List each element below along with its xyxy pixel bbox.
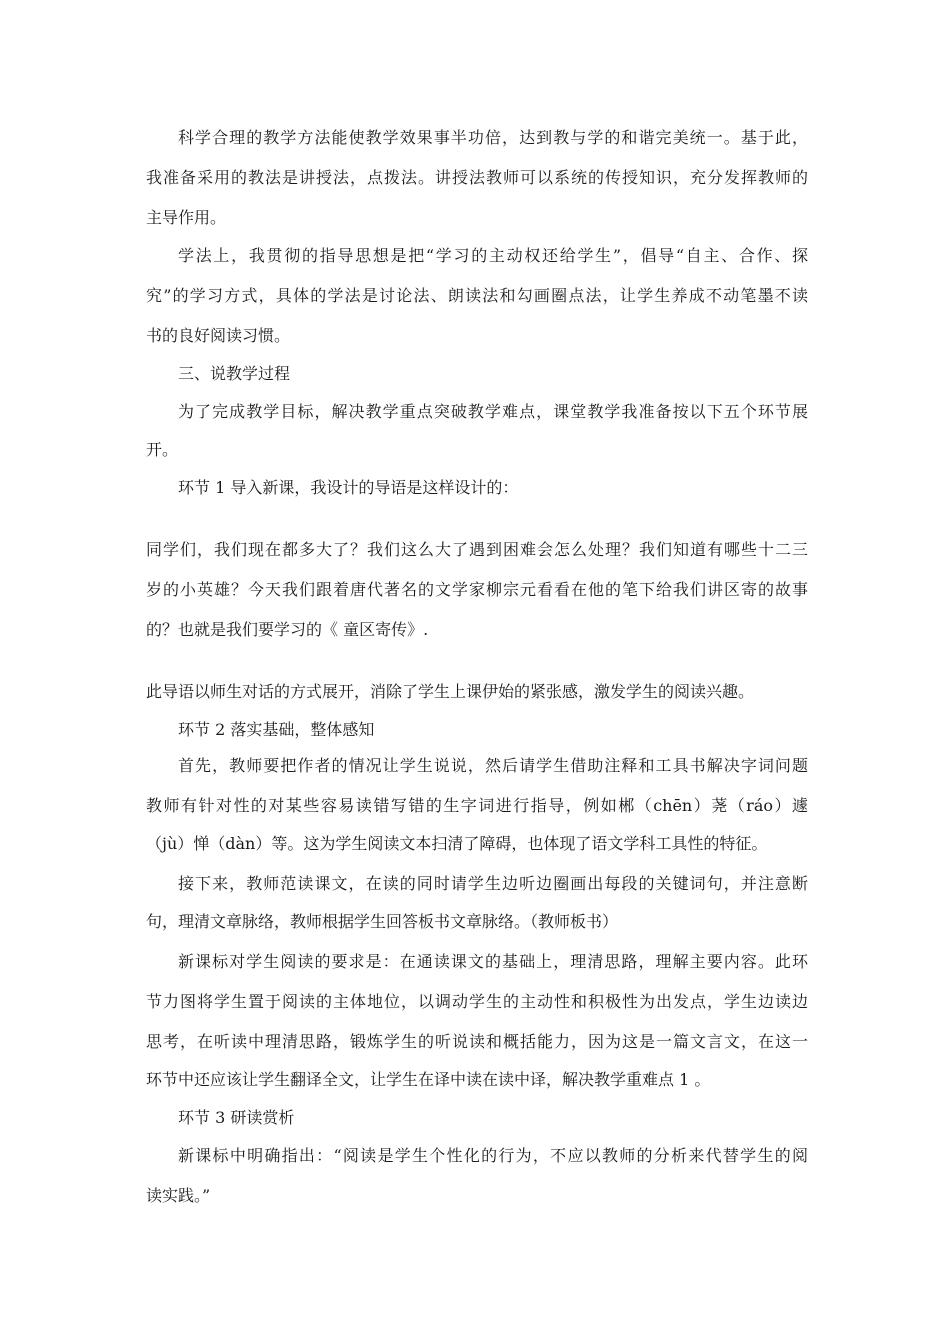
paragraph-line: 思考，在听读中理清思路，锻炼学生的听说读和概括能力，因为这是一篇文言文，在这一: [146, 1032, 808, 1051]
paragraph-line: 究”的学习方式，具体的学法是讨论法、朗读法和勾画圈点法，让学生养成不动笔墨不读: [146, 286, 808, 305]
section-heading: 三、说教学过程: [178, 364, 291, 383]
paragraph-line: 句，理清文章脉络，教师根据学生回答板书文章脉络。（教师板书）: [146, 912, 619, 931]
paragraph-line: 主导作用。: [146, 208, 227, 227]
paragraph-line: 环节中还应该让学生翻译全文，让学生在译中读在读中译，解决教学重难点 1 。: [146, 1070, 711, 1089]
paragraph-line: 读实践。”: [146, 1186, 211, 1205]
paragraph-line: （jù）惮（dàn）等。这为学生阅读文本扫清了障碍，也体现了语文学科工具性的特征。: [146, 834, 768, 853]
section-heading: 环节 3 研读赏析: [178, 1108, 295, 1127]
paragraph-line: 环节 1 导入新课，我设计的导语是这样设计的：: [178, 478, 519, 497]
section-heading: 环节 2 落实基础，整体感知: [178, 720, 375, 739]
paragraph-line: 首先，教师要把作者的情况让学生说说，然后请学生借助注释和工具书解决字词问题: [178, 756, 808, 775]
paragraph-line: 新课标对学生阅读的要求是：在通读课文的基础上，理清思路，理解主要内容。此环: [178, 952, 808, 971]
quote-line: 的？也就是我们要学习的《 童区寄传》.: [146, 620, 429, 639]
paragraph-line: 新课标中明确指出：“阅读是学生个性化的行为，不应以教师的分析来代替学生的阅: [178, 1146, 808, 1165]
paragraph-line: 书的良好阅读习惯。: [146, 326, 291, 345]
paragraph-line: 接下来，教师范读课文，在读的同时请学生边听边圈画出每段的关键词句，并注意断: [178, 874, 808, 893]
quote-line: 岁的小英雄？今天我们跟着唐代著名的文学家柳宗元看看在他的笔下给我们讲区寄的故事: [146, 580, 808, 599]
paragraph-line: 教师有针对性的对某些容易读错写错的生字词进行指导，例如郴（chēn）荛（ráo）遽: [146, 796, 808, 815]
paragraph-line: 为了完成教学目标，解决教学重点突破教学难点，课堂教学我准备按以下五个环节展: [178, 402, 808, 421]
quote-line: 同学们，我们现在都多大了？我们这么大了遇到困难会怎么处理？我们知道有哪些十二三: [146, 540, 808, 559]
paragraph-line: 开。: [146, 440, 179, 459]
paragraph-line: 科学合理的教学方法能使教学效果事半功倍，达到教与学的和谐完美统一。基于此，: [178, 128, 808, 147]
paragraph-line: 我准备采用的教法是讲授法，点拨法。讲授法教师可以系统的传授知识，充分发挥教师的: [146, 168, 808, 187]
paragraph-line: 学法上，我贯彻的指导思想是把“学习的主动权还给学生”，倡导“自主、合作、探: [178, 246, 808, 265]
paragraph-line: 节力图将学生置于阅读的主体地位，以调动学生的主动性和积极性为出发点，学生边读边: [146, 992, 808, 1011]
paragraph-line: 此导语以师生对话的方式展开，消除了学生上课伊始的紧张感，激发学生的阅读兴趣。: [146, 682, 755, 701]
